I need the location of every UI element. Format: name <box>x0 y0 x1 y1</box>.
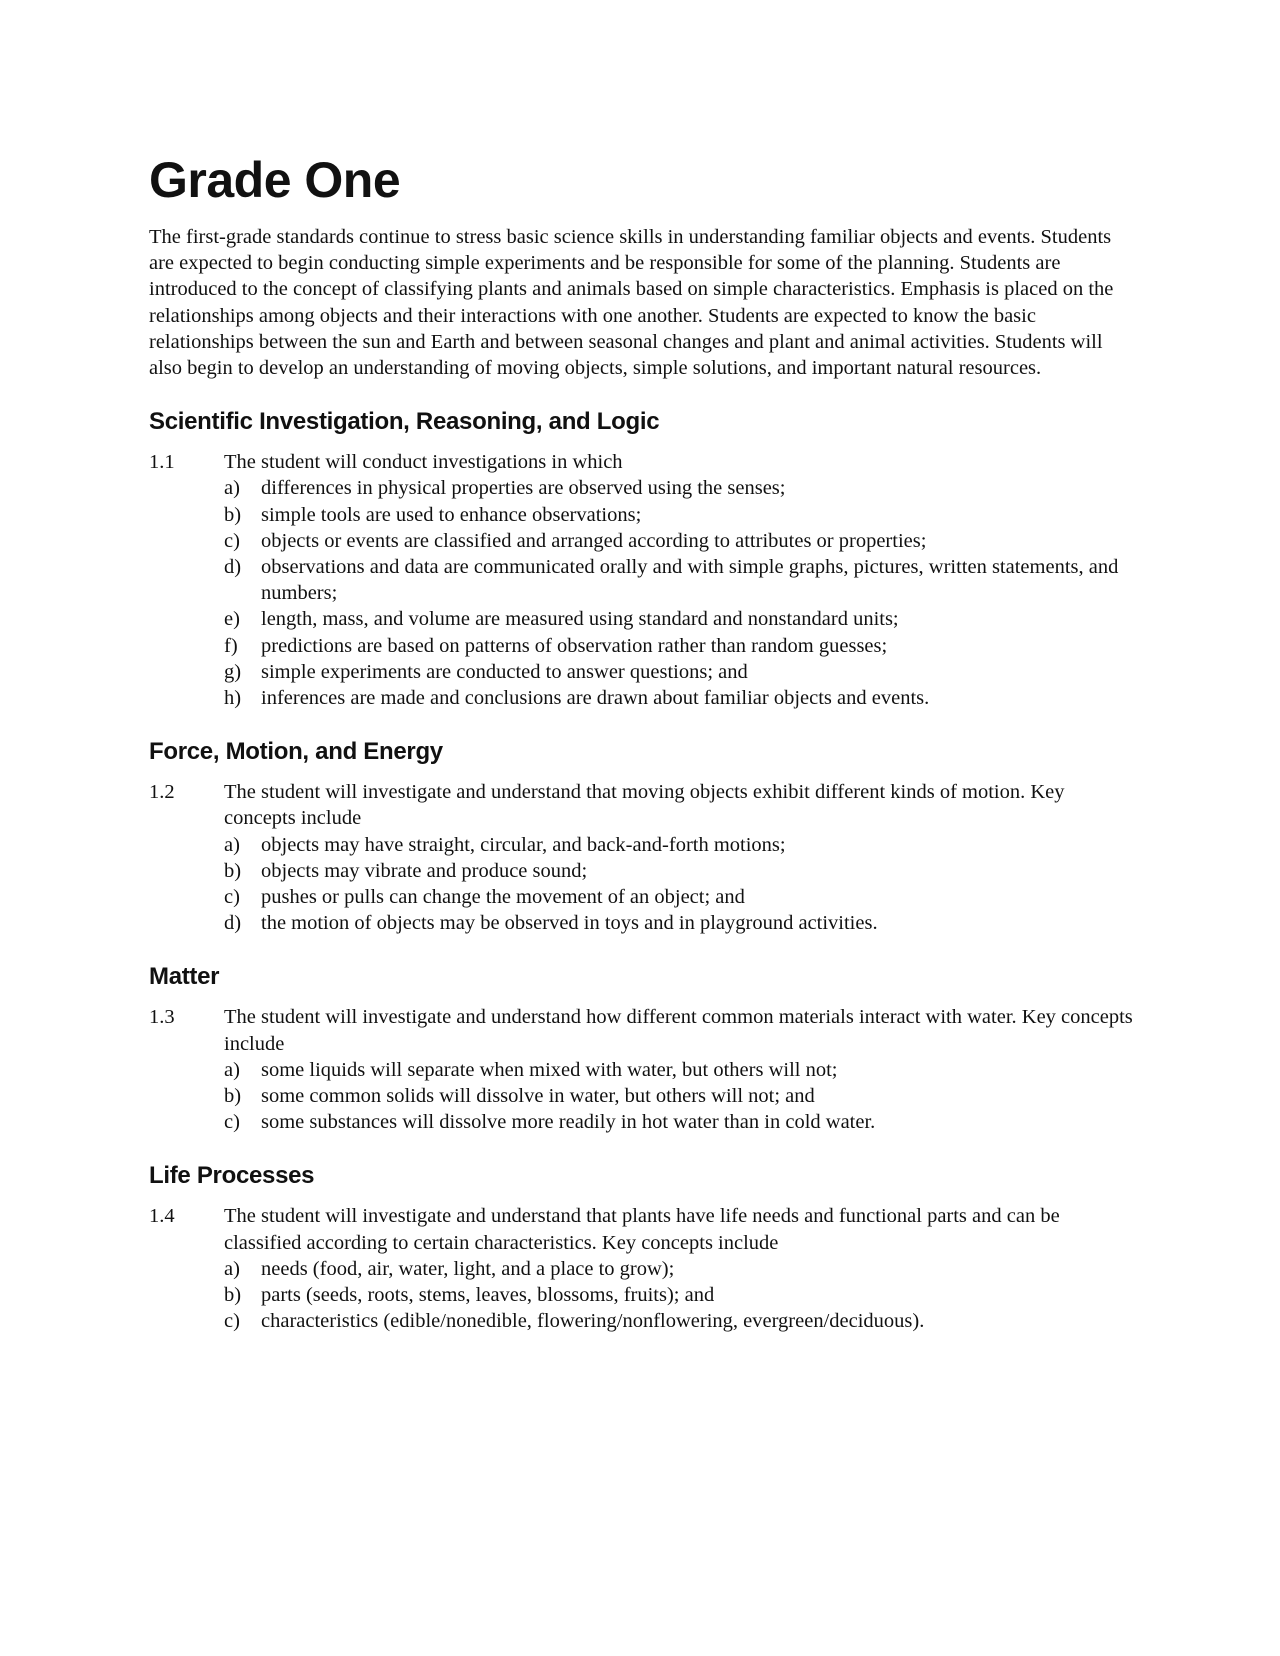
standard-items-list <box>224 1256 1139 1335</box>
list-item <box>224 1083 1139 1109</box>
standard-block <box>149 779 1139 936</box>
list-item <box>224 832 1139 858</box>
standards-section <box>149 407 1139 711</box>
list-item <box>224 502 1139 528</box>
standard-number: 1.1 <box>149 451 175 474</box>
standard-number: 1.4 <box>149 1205 175 1228</box>
standard-number: 1.3 <box>149 1006 175 1029</box>
list-item <box>224 554 1139 606</box>
standard-block <box>149 1203 1139 1334</box>
item-letter: h) <box>224 687 242 710</box>
item-text: differences in physical properties are observed using the senses; <box>261 477 786 500</box>
list-item <box>224 606 1139 632</box>
list-item <box>224 910 1139 936</box>
list-item <box>224 685 1139 711</box>
item-letter: e) <box>224 608 240 631</box>
item-letter: b) <box>224 859 242 882</box>
item-letter: a) <box>224 1257 240 1280</box>
item-text: some liquids will separate when mixed with water, but others will not; <box>261 1058 838 1081</box>
standards-section <box>149 737 1139 936</box>
item-text: some common solids will dissolve in water, but others will not; and <box>261 1085 815 1108</box>
section-heading: Life Processes <box>149 1162 315 1190</box>
item-letter: d) <box>224 556 242 579</box>
list-item <box>224 1109 1139 1135</box>
standard-stem: The student will investigate and understand how different common materials interact with water. Key concepts include <box>224 1006 1133 1055</box>
item-text: some substances will dissolve more readily in hot water than in cold water. <box>261 1111 876 1134</box>
list-item <box>224 633 1139 659</box>
item-letter: a) <box>224 1058 240 1081</box>
standard-block <box>149 449 1139 711</box>
item-text: objects may vibrate and produce sound; <box>261 859 588 882</box>
section-heading: Scientific Investigation, Reasoning, and Logic <box>149 408 660 436</box>
page-title: Grade One <box>149 152 401 208</box>
item-letter: b) <box>224 1284 242 1307</box>
item-letter: c) <box>224 1111 240 1134</box>
item-text: needs (food, air, water, light, and a place to grow); <box>261 1257 675 1280</box>
item-letter: c) <box>224 886 240 909</box>
standard-body <box>224 1004 1139 1135</box>
item-text: predictions are based on patterns of observation rather than random guesses; <box>261 634 888 657</box>
item-text: objects may have straight, circular, and back-and-forth motions; <box>261 833 786 856</box>
standard-body <box>224 1203 1139 1334</box>
standard-stem: The student will investigate and understand that moving objects exhibit different kinds of motion. Key concepts include <box>224 781 1065 830</box>
item-text: length, mass, and volume are measured using standard and nonstandard units; <box>261 608 899 631</box>
item-letter: c) <box>224 1310 240 1333</box>
list-item <box>224 1282 1139 1308</box>
list-item <box>224 858 1139 884</box>
item-letter: a) <box>224 833 240 856</box>
standard-items-list <box>224 1057 1139 1136</box>
standard-body <box>224 779 1139 936</box>
standard-items-list <box>224 832 1139 937</box>
standard-body <box>224 449 1139 711</box>
item-text: simple experiments are conducted to answer questions; and <box>261 660 748 683</box>
standard-stem: The student will conduct investigations in which <box>224 451 623 474</box>
sections-container <box>149 407 1139 1334</box>
list-item <box>224 1308 1139 1334</box>
item-text: the motion of objects may be observed in toys and in playground activities. <box>261 912 878 935</box>
list-item <box>224 659 1139 685</box>
standard-stem: The student will investigate and understand that plants have life needs and functional parts and can be classified according to certain characteristics. Key concepts include <box>224 1205 1060 1254</box>
item-letter: c) <box>224 529 240 552</box>
standards-section <box>149 1161 1139 1334</box>
standard-block <box>149 1004 1139 1135</box>
item-letter: a) <box>224 477 240 500</box>
standard-items-list <box>224 475 1139 711</box>
list-item <box>224 528 1139 554</box>
section-heading: Matter <box>149 963 220 991</box>
item-text: characteristics (edible/nonedible, flowering/nonflowering, evergreen/deciduous). <box>261 1310 925 1333</box>
item-text: observations and data are communicated orally and with simple graphs, pictures, written statements, and numbers; <box>261 556 1119 605</box>
item-text: parts (seeds, roots, stems, leaves, blossoms, fruits); and <box>261 1284 715 1307</box>
list-item <box>224 1057 1139 1083</box>
intro-paragraph: The first-grade standards continue to stress basic science skills in understanding familiar objects and events. Students are expected to begin conducting simple experiments and be responsible for some of the planning. Students are introduced to the concept of classifying plants and animals based on simple characteristics. Emphasis is placed on the relationships among objects and their interactions with one another. Students are expected to know the basic relationships between the sun and Earth and between seasonal changes and plant and animal activities. Students will also begin to develop an understanding of moving objects, simple solutions, and important natural resources. <box>149 226 1114 380</box>
list-item <box>224 884 1139 910</box>
standards-section <box>149 962 1139 1135</box>
item-text: pushes or pulls can change the movement of an object; and <box>261 886 745 909</box>
document-page <box>149 150 1139 1335</box>
item-letter: d) <box>224 912 242 935</box>
list-item <box>224 475 1139 501</box>
item-letter: b) <box>224 1085 242 1108</box>
standard-number: 1.2 <box>149 781 175 804</box>
item-text: inferences are made and conclusions are drawn about familiar objects and events. <box>261 687 930 710</box>
item-text: simple tools are used to enhance observations; <box>261 503 642 526</box>
section-heading: Force, Motion, and Energy <box>149 738 443 766</box>
item-text: objects or events are classified and arranged according to attributes or properties; <box>261 529 927 552</box>
item-letter: f) <box>224 634 238 657</box>
list-item <box>224 1256 1139 1282</box>
item-letter: g) <box>224 660 242 683</box>
item-letter: b) <box>224 503 242 526</box>
